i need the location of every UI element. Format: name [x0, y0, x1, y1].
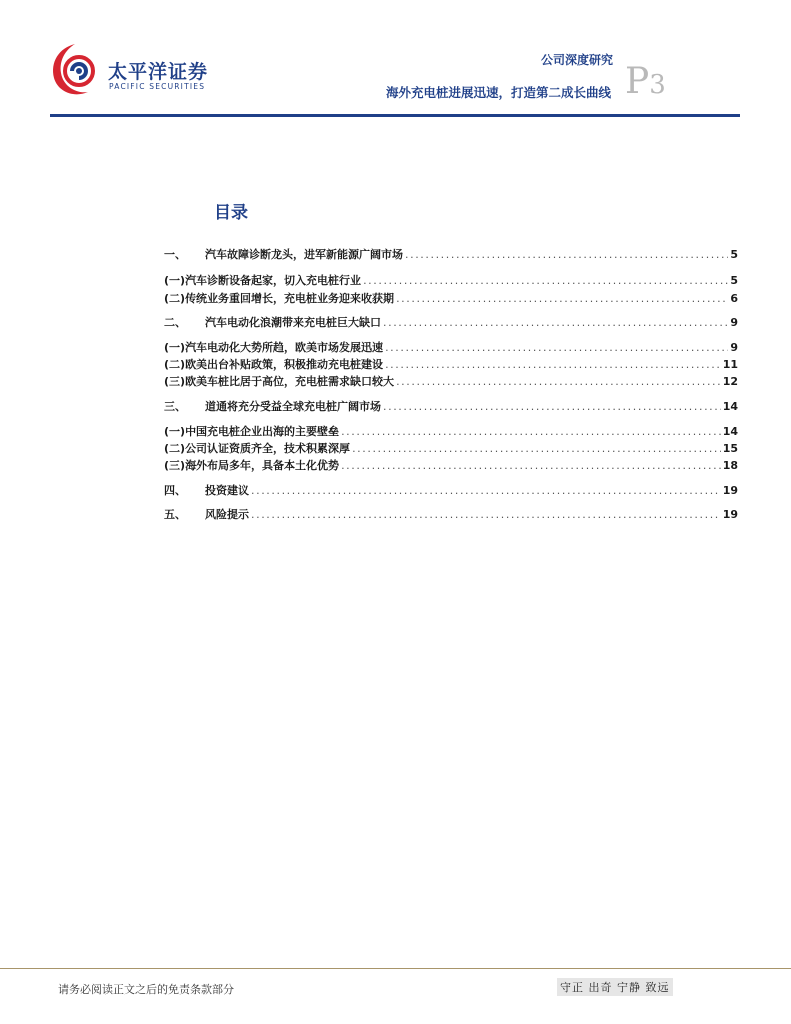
- toc-entry-title: 中国充电桩企业出海的主要壁垒: [185, 425, 340, 438]
- toc-leader-dots: [341, 459, 721, 472]
- toc-leader-dots: [385, 358, 721, 371]
- toc-entry[interactable]: [164, 246, 738, 262]
- toc-entry-page: 19: [722, 508, 738, 521]
- company-name-cn: 太平洋证券: [108, 61, 209, 83]
- footer-disclaimer: 请务必阅读正文之后的免责条款部分: [58, 983, 234, 996]
- toc-entry-number: (二): [164, 442, 186, 455]
- toc-leader-dots: [405, 248, 728, 261]
- toc-leader-dots: [396, 375, 721, 388]
- toc-entry-page: 12: [722, 375, 738, 388]
- toc-heading: 目录: [214, 203, 248, 223]
- toc-entry[interactable]: [164, 290, 738, 306]
- toc-entry[interactable]: [164, 423, 738, 439]
- toc-entry-title: 汽车诊断设备起家，切入充电桩行业: [185, 274, 362, 287]
- toc-entry-number: (二): [164, 292, 186, 305]
- toc-leader-dots: [341, 425, 721, 438]
- toc-entry-number: 四、: [164, 484, 186, 497]
- toc-entry[interactable]: [164, 339, 738, 355]
- toc-entry-number: (三): [164, 459, 186, 472]
- report-title: 海外充电桩进展迅速，打造第二成长曲线: [385, 85, 611, 100]
- toc-entry-title: 海外布局多年，具备本土化优势: [185, 459, 340, 472]
- toc-entry-title: 传统业务重回增长，充电桩业务迎来收获期: [185, 292, 395, 305]
- toc-entry[interactable]: [164, 356, 738, 372]
- toc-entry-number: (一): [164, 274, 186, 287]
- toc-entry-title: 道通将充分受益全球充电桩广阔市场: [205, 400, 381, 413]
- toc-leader-dots: [251, 484, 721, 497]
- toc-entry-title: 风险提示: [205, 508, 249, 521]
- toc-entry-page: 5: [730, 248, 738, 261]
- page-number-digit: 3: [649, 70, 666, 100]
- page-number-letter: P: [625, 61, 650, 102]
- toc-entry-number: (二): [164, 358, 186, 371]
- toc-entry-page: 15: [722, 442, 738, 455]
- toc-entry-title: 欧美车桩比居于高位，充电桩需求缺口较大: [185, 375, 395, 388]
- toc-entry-title: 汽车故障诊断龙头，进军新能源广阔市场: [205, 248, 403, 261]
- toc-entry-number: (一): [164, 425, 186, 438]
- toc-entry-number: (三): [164, 375, 186, 388]
- toc-entry-page: 5: [730, 274, 738, 287]
- toc-entry[interactable]: [164, 398, 738, 414]
- company-motto: 守正 出奇 宁静 致远: [557, 978, 673, 996]
- toc-entry-page: 14: [722, 400, 738, 413]
- toc-leader-dots: [363, 274, 728, 287]
- toc-entry-number: 二、: [164, 316, 186, 329]
- toc-entry[interactable]: [164, 457, 738, 473]
- toc-entry-number: (一): [164, 341, 186, 354]
- toc-entry[interactable]: [164, 314, 738, 330]
- footer-divider: [0, 968, 791, 969]
- toc-leader-dots: [352, 442, 721, 455]
- toc-entry[interactable]: [164, 482, 738, 498]
- report-type: 公司深度研究: [540, 53, 613, 67]
- toc-entry-title: 汽车电动化大势所趋，欧美市场发展迅速: [185, 341, 384, 354]
- pacific-securities-logo-icon: [46, 40, 104, 100]
- toc-entry-page: 9: [730, 316, 738, 329]
- toc-leader-dots: [251, 508, 721, 521]
- toc-entry-title: 公司认证资质齐全，技术积累深厚: [185, 442, 351, 455]
- toc-leader-dots: [383, 316, 728, 329]
- toc-entry-title: 投资建议: [205, 484, 249, 497]
- toc-entry-page: 18: [722, 459, 738, 472]
- toc-entry-page: 9: [730, 341, 738, 354]
- toc-entry-number: 三、: [164, 400, 186, 413]
- company-logo: [46, 40, 216, 100]
- toc-entry-page: 19: [722, 484, 738, 497]
- toc-entry[interactable]: [164, 272, 738, 288]
- toc-leader-dots: [383, 400, 721, 413]
- toc-entry[interactable]: [164, 506, 738, 522]
- toc-entry-number: 五、: [164, 508, 186, 521]
- toc-entry-page: 6: [730, 292, 738, 305]
- toc-entry[interactable]: [164, 373, 738, 389]
- company-name-en: PACIFIC SECURITIES: [109, 82, 206, 91]
- toc-entry-title: 欧美出台补贴政策，积极推动充电桩建设: [185, 358, 384, 371]
- page-number: [625, 61, 666, 102]
- header-divider: [50, 114, 740, 117]
- toc-entry[interactable]: [164, 440, 738, 456]
- toc-leader-dots: [385, 341, 728, 354]
- toc-leader-dots: [396, 292, 728, 305]
- toc-entry-title: 汽车电动化浪潮带来充电桩巨大缺口: [205, 316, 381, 329]
- toc-entry-number: 一、: [164, 248, 186, 261]
- toc-entry-page: 14: [722, 425, 738, 438]
- toc-entry-page: 11: [722, 358, 738, 371]
